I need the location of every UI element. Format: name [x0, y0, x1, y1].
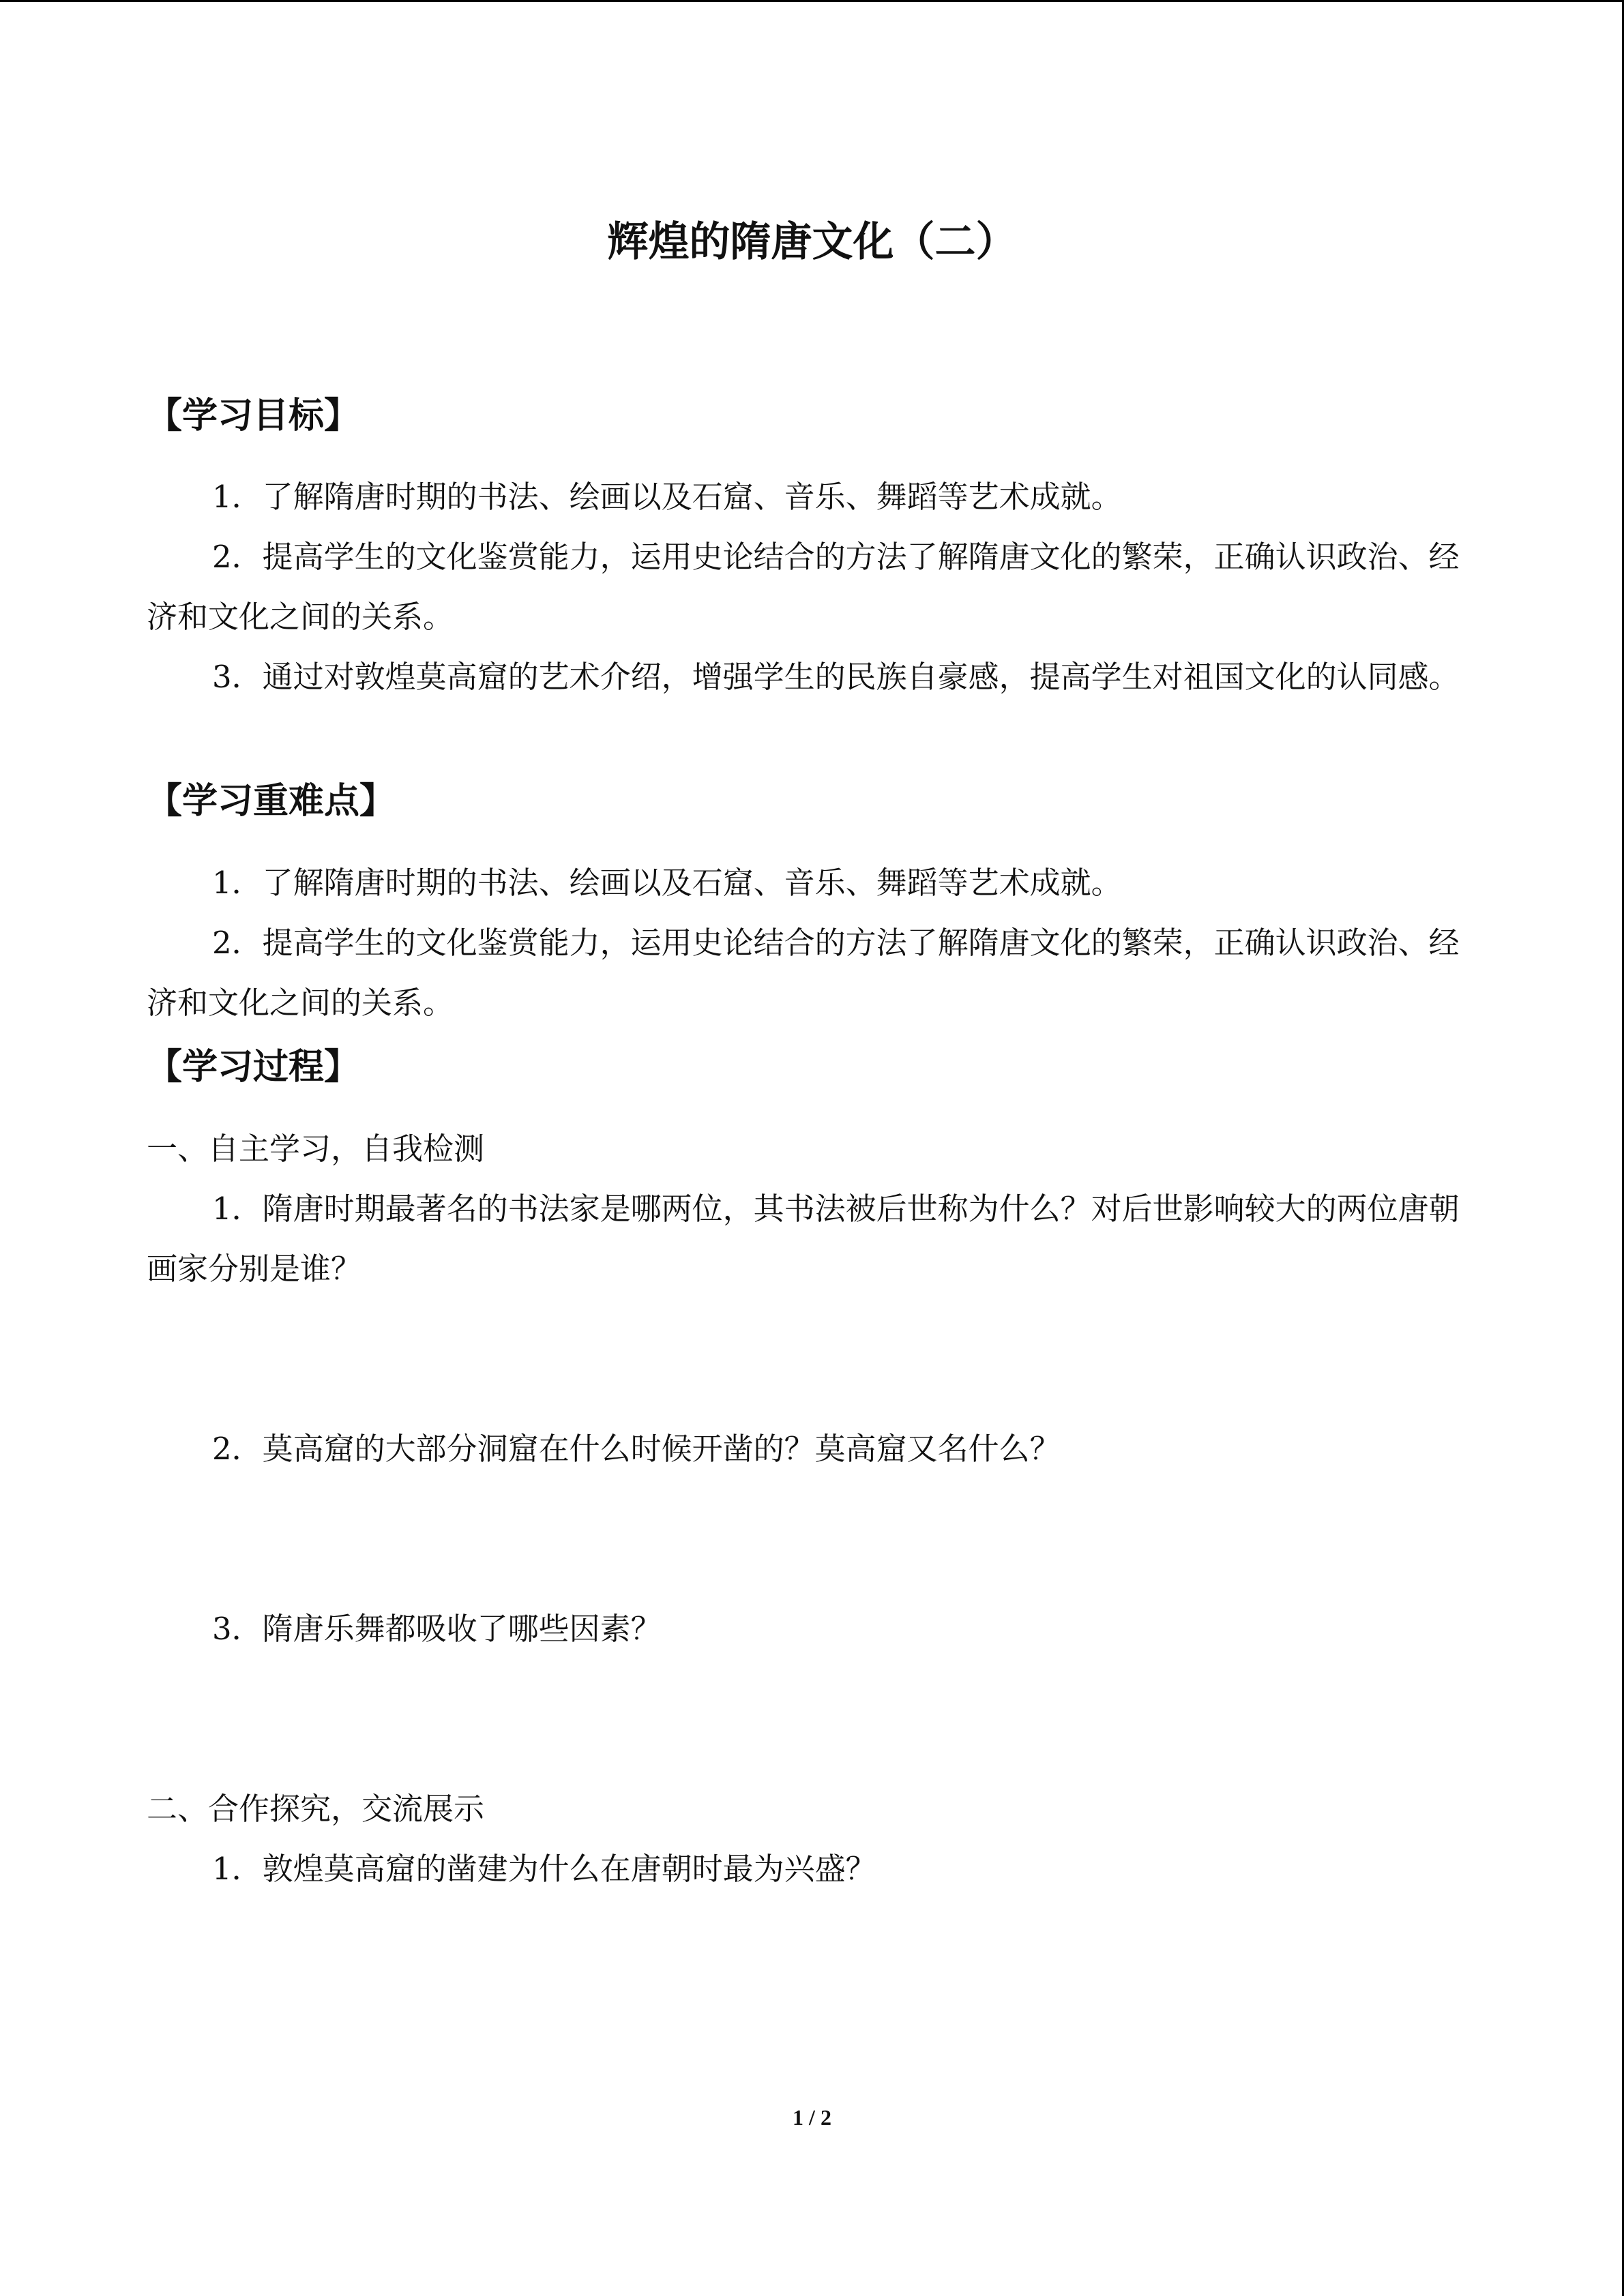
question-item: 3．隋唐乐舞都吸收了哪些因素？ — [212, 1611, 662, 1647]
page-number: 1 / 2 — [793, 2105, 831, 2130]
section-heading-learning-process: 【学习过程】 — [147, 1047, 360, 1088]
question-item: 1．敦煌莫高窟的凿建为什么在唐朝时最为兴盛？ — [212, 1851, 876, 1887]
key-point-item: 2．提高学生的文化鉴赏能力，运用史论结合的方法了解隋唐文化的繁荣，正确认识政治、经济和文化之间的关系。 — [147, 925, 1460, 1021]
document-title: 辉煌的隋唐文化（二） — [607, 218, 1017, 266]
question-item: 1．隋唐时期最著名的书法家是哪两位，其书法被后世称为什么？对后世影响较大的两位唐朝画家分别是谁？ — [147, 1191, 1460, 1287]
learning-goal-item: 1．了解隋唐时期的书法、绘画以及石窟、音乐、舞蹈等艺术成就。 — [212, 479, 1122, 515]
part-title-cooperative-inquiry: 二、合作探究，交流展示 — [147, 1791, 485, 1827]
part-title-self-study: 一、自主学习，自我检测 — [147, 1131, 485, 1167]
section-heading-key-points: 【学习重难点】 — [147, 781, 396, 822]
question-item: 2．莫高窟的大部分洞窟在什么时候开凿的？莫高窟又名什么？ — [212, 1431, 1061, 1467]
key-point-item: 1．了解隋唐时期的书法、绘画以及石窟、音乐、舞蹈等艺术成就。 — [212, 865, 1122, 901]
learning-goal-item: 2．提高学生的文化鉴赏能力，运用史论结合的方法了解隋唐文化的繁荣，正确认识政治、经济和文化之间的关系。 — [147, 539, 1460, 635]
learning-goal-item: 3．通过对敦煌莫高窟的艺术介绍，增强学生的民族自豪感，提高学生对祖国文化的认同感。 — [212, 659, 1460, 695]
section-heading-learning-goals: 【学习目标】 — [147, 396, 360, 436]
